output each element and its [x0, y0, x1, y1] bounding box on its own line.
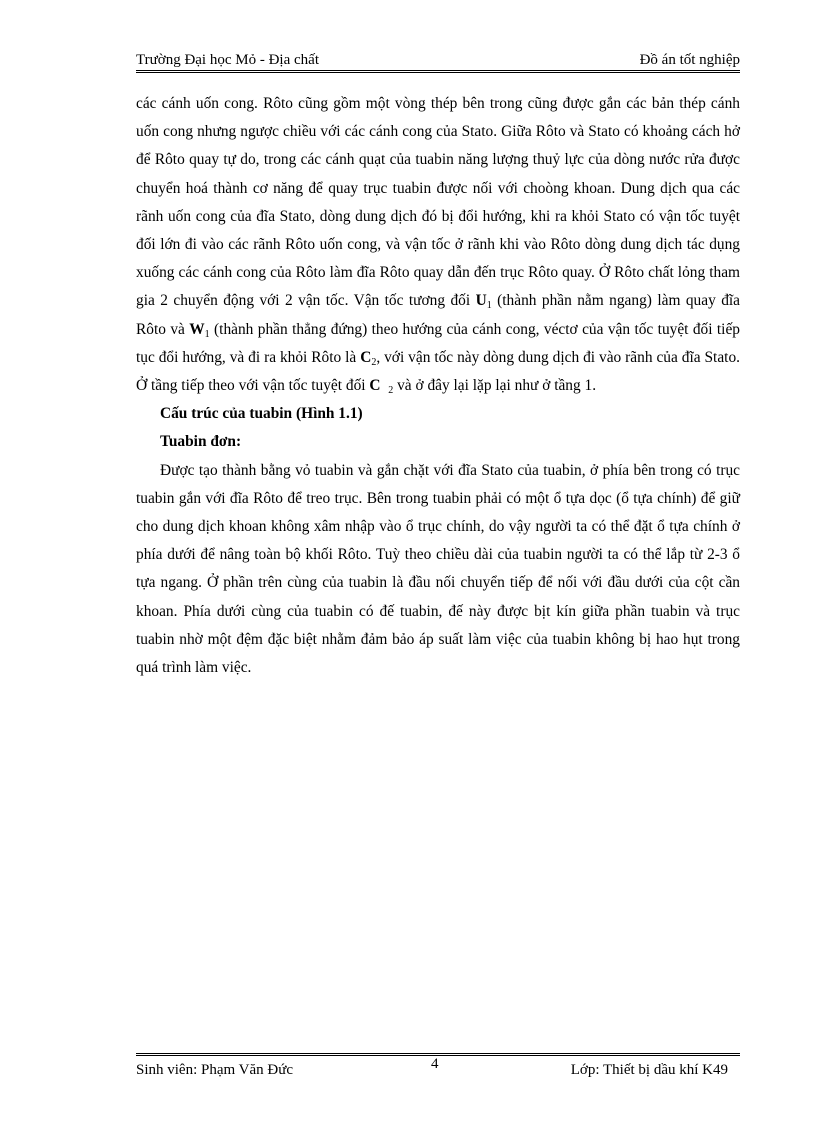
symbol-c-second: C: [369, 377, 381, 395]
footer-student: Sinh viên: Phạm Văn Đức: [136, 1062, 294, 1078]
symbol-c-subscript: 2: [371, 356, 377, 368]
footer-class: Lớp: Thiết bị dầu khí K49: [570, 1062, 728, 1078]
symbol-c-second-subscript: 2: [388, 385, 394, 397]
paragraph-single-turbine: Được tạo thành bằng vỏ tuabin và gắn chặt với đĩa Stato của tuabin, ở phía bên trong có trục tuabin gắn với đĩa Rôto để treo trục. Bên trong tuabin phải có một ổ tựa dọc (ổ tựa chính) để giữ cho dung dịch khoan không xâm nhập vào ổ trục chính, do vậy người ta có thể đặt ổ tựa chính ở phía dưới để nâng toàn bộ khối Rôto. Tuỳ theo chiều dài của tuabin người ta có thể lắp từ 2-3 ổ tựa ngang. Ở phần trên cùng của tuabin là đầu nối chuyển tiếp để nối với đầu dưới của cột cần khoan. Phía dưới cùng của tuabin có đế tuabin, đế này được bịt kín giữa phần tuabin và trục tuabin nhờ một đệm đặc biệt nhằm đảm bảo áp suất làm việc của tuabin không bị hao hụt trong quá trình làm việc.: [136, 461, 740, 677]
paragraph-rotor-description: các cánh uốn cong. Rôto cũng gồm một vòng thép bên trong cũng được gắn các bản thép cánh uốn cong nhưng ngược chiều với các cánh cong của Stato. Giữa Rôto và Stato có khoảng cách hở để Rôto quay tự do, trong các cánh quạt của tuabin năng lượng thuỷ lực của dòng nước rửa được chuyển hoá thành cơ năng để quay trục tuabin được nối với choòng khoan. Dung dịch qua các rãnh uốn cong của đĩa Stato, dòng dung dịch đó bị đổi hướng, khi ra khỏi Stato có vận tốc tuyệt đối lớn đi vào các rãnh Rôto uốn cong, và vận tốc ở rãnh khi vào Rôto dòng dung dịch tác dụng xuống các cánh cong của Rôto làm đĩa Rôto quay dẫn đến trục Rôto quay. Ở Rôto chất lỏng tham gia 2 chuyển động với 2 vận tốc. Vận tốc tương đối $U_1$ (thành phần nằm ngang) làm quay đĩa Rôto và $W_1$ (thành phần thẳng đứng) theo hướng của cánh cong, véctơ của vận tốc tuyệt đối tiếp tục đổi hướng, và đi ra khỏi Rôto là $C_2$, với vận tốc này dòng dung dịch đi vào rãnh của đĩa Stato. Ở tầng tiếp theo với vận tốc tuyệt đối C $_2$ và ở đây lại lặp lại như ở tầng 1.: [136, 95, 740, 397]
section-heading-single-turbine: Tuabin đơn:: [160, 433, 242, 451]
page-header: [136, 50, 740, 70]
header-doc-type: Đồ án tốt nghiệp: [639, 52, 740, 68]
page-body: [136, 90, 740, 682]
section-heading-turbine-structure: Cấu trúc của tuabin (Hình 1.1): [160, 405, 363, 423]
page-number: 4: [431, 1056, 439, 1072]
symbol-w: W: [189, 320, 205, 338]
symbol-u-subscript: 1: [486, 300, 492, 312]
symbol-w-subscript: 1: [204, 328, 210, 340]
symbol-u: U: [475, 292, 487, 310]
page-footer: [136, 1058, 740, 1080]
symbol-c: C: [360, 348, 372, 366]
header-rule: [136, 70, 740, 73]
header-school: Trường Đại học Mỏ - Địa chất: [136, 52, 319, 68]
